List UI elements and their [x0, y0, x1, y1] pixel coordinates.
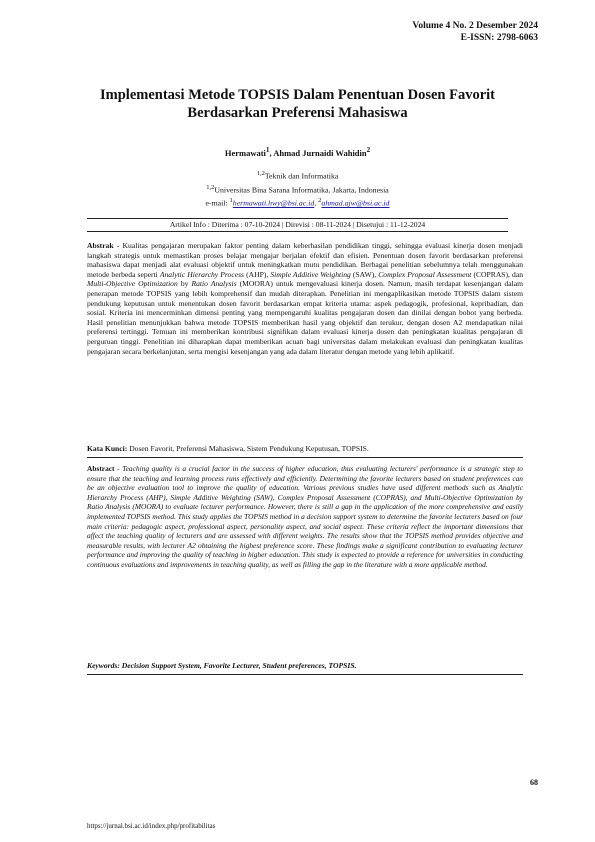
abstrak-text-2: (AHP), [244, 269, 271, 279]
abstrak-text-4: (COPRAS), dan [471, 269, 523, 279]
author-2-sup: 2 [366, 146, 371, 154]
volume-info: Volume 4 No. 2 Desember 2024 [412, 21, 538, 31]
author-2: Ahmad Jurnaidi Wahidin [273, 147, 367, 158]
title-line-2: Berdasarkan Preferensi Mahasiswa [187, 105, 408, 121]
abstrak-saw: Simple Additive Weighting [270, 269, 351, 279]
email-line [60, 195, 535, 209]
keywords-label: Keywords: [87, 661, 120, 670]
abstrak-paragraph [87, 241, 523, 356]
author-1: Hermawati [224, 147, 266, 158]
abstrak-text-5: by [177, 279, 192, 289]
university: Universitas Bina Sarana Informatika, Jakarta, Indonesia [214, 185, 389, 195]
abstract-text: - Teaching quality is a crucial factor in the success of higher education, thus evaluating lecturers' performance is a strategic step to ensure that the teaching and learning process runs effectively and efficiently. Determining the favorite lecturers based on student preferences can be an objective evaluation tool to improve the quality of education. Various previous studies have used different methods such as Analytic Hierarchy Process (AHP), Simple Additive Weighting (SAW), Complex Proposal Assessment (COPRAS), and Multi-Objective Optimization by Ratio Analysis (MOORA) to evaluate lecturer performance. However, there is still a gap in the application of the more comprehensive and easily implemented TOPSIS method. This study applies the TOPSIS method in a decision support system to determine the favorite lecturers based on four main criteria: pedagogic aspect, professional aspect, personality aspect, and social aspect. These criteria reflect the important dimensions that affect the teaching quality of lecturers and are assessed with different weights. The results show that the TOPSIS method provides objective and measurable results, with lecturer A2 obtaining the highest preference score. These findings make a significant contribution to evaluating lecturer performance and improving the quality of teaching in higher education. This study is expected to provide a reference for universities in conducting continuous evaluations and improvements in teaching quality, as well as filling the gap in the literature with a more applicable method. [87, 464, 523, 569]
keywords-line [87, 661, 523, 670]
author-1-sup: 1 [265, 146, 270, 154]
department-line [60, 168, 535, 182]
abstrak-moora: Multi-Objective Optimization [87, 279, 178, 289]
department: Teknik dan Informatika [264, 171, 339, 181]
abstract-paragraph [87, 464, 523, 570]
journal-header [412, 20, 538, 44]
abstrak-text-1: - Kualitas pengajaran merupakan faktor penting dalam keberhasilan pendidikan tinggi, sehingga evaluasi kinerja dosen menjadi langkah strategis untuk memastikan proses belajar mengajar berjalan efektif dan efisien. Penentuan dosen favorit berdasarkan preferensi mahasiswa dapat menjadi alat evaluasi objektif untuk meningkatkan mutu pendidikan. Berbagai penelitian sebelumnya telah menggunakan metode berbeda seperti [87, 241, 523, 279]
kata-kunci-line [87, 444, 523, 453]
page-number: 68 [530, 778, 538, 787]
email-label: e-mail: [205, 198, 230, 208]
abstrak-text-6: (MOORA) untuk mengevaluasi kinerja dosen. Namun, masih terdapat kesenjangan dalam penerapan metode TOPSIS yang lebih komprehensif dan mudah diterapkan. Penelitian ini mengaplikasikan metode TOPSIS dalam sistem pendukung keputusan untuk menentukan dosen favorit berdasarkan empat kriteria utama: aspek pedagogik, profesional, kepribadian, dan sosial. Kriteria ini mencerminkan dimensi penting yang mempengaruhi kualitas pengajaran dosen dan dinilai dengan bobot yang berbeda. Hasil penelitian menunjukkan bahwa metode TOPSIS memberikan hasil yang objektif dan terukur, dengan dosen A2 mendapatkan nilai preferensi tertinggi. Temuan ini memberikan kontribusi signifikan dalam evaluasi kinerja dosen dan peningkatan kualitas pengajaran di perguruan tinggi. Penelitian ini diharapkan dapat memberikan acuan bagi universitas dalam melakukan evaluasi dan peningkatan kualitas pengajaran secara berkelanjutan, serta mengisi kesenjangan yang ada dalam literatur dengan metode yang lebih aplikatif. [87, 279, 523, 356]
issn-info: E-ISSN: 2798-6063 [460, 33, 538, 43]
author-separator: , [269, 147, 274, 158]
title-line-1: Implementasi Metode TOPSIS Dalam Penentuan Dosen Favorit [100, 87, 495, 103]
email-1-sup: 1 [229, 197, 233, 205]
article-info-bar: Artikel Info : Diterima : 07-10-2024 | Direvisi : 08-11-2024 | Disetujui : 11-12-2024 [87, 218, 508, 232]
abstract-label: Abstract [87, 464, 115, 473]
email-2-sup: 2 [318, 197, 322, 205]
email-2-link[interactable]: ahmad.ajw@bsi.ac.id [321, 198, 390, 208]
abstrak-copras: Complex Proposal Assessment [378, 269, 472, 279]
footer-url-link[interactable]: https://jurnal.bsi.ac.id/index.php/profitabilitas [87, 822, 216, 830]
keywords-text: Decision Support System, Favorite Lecturer, Student preferences, TOPSIS. [119, 661, 357, 670]
email-separator: , [314, 198, 319, 208]
university-sup: 1,2 [206, 183, 215, 191]
department-sup: 1,2 [256, 170, 265, 177]
kata-kunci-text: Dosen Favorit, Preferensi Mahasiswa, Sistem Pendukung Keputusan, TOPSIS. [127, 444, 369, 453]
divider-1 [87, 457, 523, 458]
university-line [60, 182, 535, 196]
affiliation-block [60, 168, 535, 209]
abstrak-label: Abstrak [87, 241, 114, 250]
abstrak-ahp: Analytic Hierarchy Process [159, 269, 245, 279]
abstrak-ratio: Ratio Analysis [191, 279, 237, 289]
divider-2 [87, 674, 523, 675]
kata-kunci-label: Kata Kunci: [87, 444, 128, 453]
email-1-link[interactable]: hermawati.hwy@bsi.ac.id [232, 198, 315, 208]
abstrak-text-3: (SAW), [350, 269, 379, 279]
author-list [60, 146, 535, 158]
paper-title [60, 86, 535, 122]
